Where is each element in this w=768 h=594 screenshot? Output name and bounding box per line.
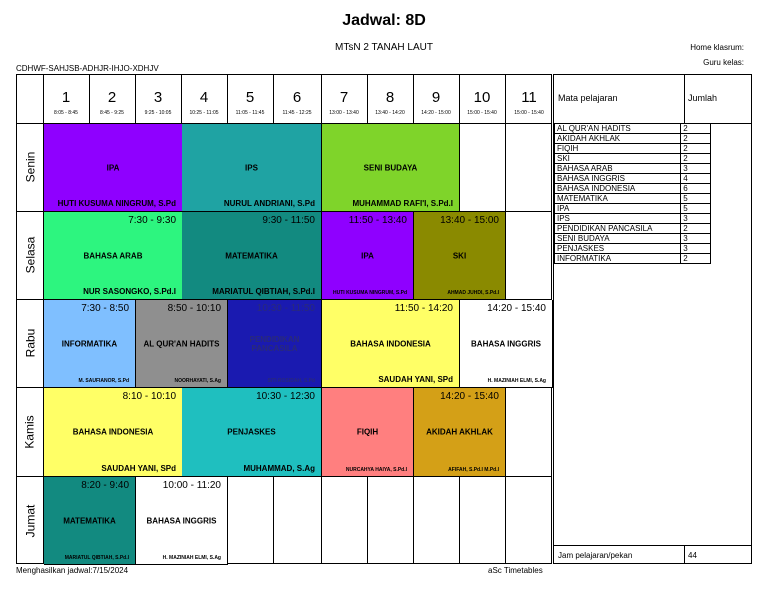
home-classroom-label: Home klasrum: bbox=[690, 43, 744, 52]
lesson-subject: PENDIDIKAN PANCASILA bbox=[249, 334, 300, 353]
summary-header-count: Jumlah bbox=[688, 93, 718, 103]
lesson-card-selasa-bahasa-arab[interactable] bbox=[44, 212, 183, 300]
lesson-card-selasa-matematika[interactable] bbox=[182, 212, 322, 300]
lesson-time: 7:30 - 8:50 bbox=[81, 303, 129, 314]
subject-count: 4 bbox=[681, 174, 711, 184]
lesson-subject: BAHASA INDONESIA bbox=[72, 427, 154, 437]
subject-count: 3 bbox=[681, 234, 711, 244]
generated-date: Menghasilkan jadwal:7/15/2024 bbox=[16, 566, 129, 575]
period-header-3: 3 9:25 - 10:05 bbox=[144, 89, 172, 116]
subject-count: 3 bbox=[681, 164, 711, 174]
subject-row bbox=[555, 244, 711, 254]
subject-name: SKI bbox=[555, 154, 681, 164]
weekly-total-label: Jam pelajaran/pekan bbox=[558, 551, 633, 560]
lesson-card-kamis-bahasa-indonesia[interactable] bbox=[44, 388, 183, 477]
lesson-subject: AL QUR'AN HADITS bbox=[143, 339, 220, 348]
lesson-subject: MATEMATIKA bbox=[63, 516, 116, 525]
lesson-time: 11:50 - 13:40 bbox=[348, 215, 407, 226]
subject-count: 6 bbox=[681, 184, 711, 194]
lesson-teacher: H. MAZINIAH ELMI, S.Ag bbox=[162, 555, 221, 561]
lesson-time: 10:00 - 11:20 bbox=[162, 480, 221, 491]
day-label-selasa: Selasa bbox=[23, 236, 38, 274]
summary-header-subject: Mata pelajaran bbox=[558, 93, 618, 103]
lesson-card-jumat-matematika[interactable] bbox=[44, 477, 136, 565]
lesson-time: 8:10 - 10:10 bbox=[122, 391, 176, 402]
subject-name: AL QUR'AN HADITS bbox=[555, 124, 681, 134]
subject-name: IPS bbox=[555, 214, 681, 224]
period-header-2: 2 8:45 - 9:25 bbox=[100, 89, 124, 116]
subject-name: IPA bbox=[555, 204, 681, 214]
subject-count: 2 bbox=[681, 144, 711, 154]
lesson-subject: FIQIH bbox=[356, 427, 379, 437]
page-title: Jadwal: 8D bbox=[342, 12, 426, 29]
subject-count: 2 bbox=[681, 224, 711, 234]
lesson-card-kamis-penjaskes[interactable] bbox=[182, 388, 322, 477]
subject-name: BAHASA INGGRIS bbox=[555, 174, 681, 184]
lesson-time: 7:30 - 9:30 bbox=[128, 215, 176, 226]
day-label-rabu: Rabu bbox=[23, 328, 37, 358]
period-header-7: 7 13:00 - 13:40 bbox=[329, 89, 359, 116]
subject-name: BAHASA INDONESIA bbox=[555, 184, 681, 194]
lesson-card-senin-ipa[interactable] bbox=[44, 124, 183, 212]
subject-count: 5 bbox=[681, 194, 711, 204]
subject-name: FIQIH bbox=[555, 144, 681, 154]
subject-count: 3 bbox=[681, 214, 711, 224]
subject-row bbox=[555, 134, 711, 144]
lesson-card-rabu-quran-hadits[interactable] bbox=[136, 300, 228, 388]
lesson-subject: PENJASKES bbox=[227, 427, 276, 437]
lesson-card-kamis-fiqih[interactable] bbox=[322, 388, 414, 477]
subject-name: AKIDAH AKHLAK bbox=[555, 134, 681, 144]
period-header-6: 6 11:45 - 12:25 bbox=[282, 89, 312, 116]
lesson-time: 14:20 - 15:40 bbox=[487, 303, 546, 314]
subject-row bbox=[555, 184, 711, 194]
lesson-subject: BAHASA INDONESIA bbox=[350, 339, 431, 348]
subject-count: 2 bbox=[681, 134, 711, 144]
lesson-subject: BAHASA INGGRIS bbox=[471, 339, 541, 348]
subject-count: 2 bbox=[681, 254, 711, 264]
period-header-4: 4 10:25 - 11:05 bbox=[189, 89, 219, 116]
lesson-teacher: NOORHAYATI, S.Ag bbox=[174, 378, 221, 384]
subject-hours-table bbox=[554, 123, 711, 264]
software-brand: aSc Timetables bbox=[488, 566, 543, 575]
lesson-teacher: SAUDAH YANI, SPd bbox=[378, 375, 453, 384]
weekly-total-value: 44 bbox=[688, 551, 697, 560]
subject-row bbox=[555, 124, 711, 134]
subject-count: 5 bbox=[681, 204, 711, 214]
lesson-teacher: SITI ROSIDAH, S.Pd bbox=[267, 378, 315, 384]
subject-name: INFORMATIKA bbox=[555, 254, 681, 264]
period-header-1: 1 8:05 - 8:45 bbox=[54, 89, 78, 116]
lesson-time: 8:50 - 10:10 bbox=[167, 303, 221, 314]
lesson-teacher: MUHAMMAD RAFI'I, S.Pd.I bbox=[352, 199, 453, 208]
subject-row bbox=[555, 214, 711, 224]
lesson-teacher: NURUL ANDRIANI, S.Pd bbox=[223, 199, 315, 208]
lesson-teacher: NURCAHYA HAIYA, S.Pd.I bbox=[345, 467, 407, 473]
lesson-card-selasa-ipa[interactable] bbox=[322, 212, 414, 300]
lesson-subject: IPA bbox=[361, 251, 374, 260]
period-header-5: 5 11:05 - 11:45 bbox=[235, 89, 265, 116]
lesson-teacher: AHMAD JUHDI, S.Pd.I bbox=[447, 290, 499, 296]
lesson-time: 14:20 - 15:40 bbox=[440, 391, 499, 402]
subject-name: PENJASKES bbox=[555, 244, 681, 254]
subject-count: 2 bbox=[681, 154, 711, 164]
subject-row bbox=[555, 194, 711, 204]
subject-row bbox=[555, 234, 711, 244]
subject-row bbox=[555, 144, 711, 154]
lesson-subject: INFORMATIKA bbox=[61, 339, 118, 348]
subject-name: PENDIDIKAN PANCASILA bbox=[555, 224, 681, 234]
lesson-time: 8:20 - 9:40 bbox=[81, 480, 129, 491]
lesson-subject: SENI BUDAYA bbox=[363, 163, 418, 172]
lesson-time: 11:50 - 14:20 bbox=[394, 303, 453, 314]
subject-count: 2 bbox=[681, 124, 711, 134]
subject-row bbox=[555, 204, 711, 214]
lesson-subject: IPS bbox=[245, 163, 258, 172]
subject-name: MATEMATIKA bbox=[555, 194, 681, 204]
lesson-subject: IPA bbox=[106, 163, 120, 172]
subject-name: SENI BUDAYA bbox=[555, 234, 681, 244]
lesson-card-kamis-akidah-akhlak[interactable] bbox=[414, 388, 506, 477]
lesson-teacher: MUHAMMAD, S.Ag bbox=[243, 464, 315, 473]
period-header-8: 8 13:40 - 14:20 bbox=[375, 89, 405, 116]
lesson-time: 13:40 - 15:00 bbox=[440, 215, 499, 226]
lesson-teacher: M. SAUFIANOR, S.Pd bbox=[78, 378, 129, 384]
subject-row bbox=[555, 154, 711, 164]
lesson-teacher: H. MAZINIAH ELMI, S.Ag bbox=[487, 378, 546, 384]
schedule-code: CDHWF-SAHJSB-ADHJR-IHJO-XDHJV bbox=[16, 64, 159, 73]
lesson-card-selasa-ski[interactable] bbox=[414, 212, 506, 300]
lesson-subject: MATEMATIKA bbox=[225, 251, 278, 260]
subject-row bbox=[555, 164, 711, 174]
lesson-card-jumat-bahasa-inggris[interactable] bbox=[136, 477, 228, 565]
subject-summary-panel bbox=[553, 74, 752, 564]
lesson-teacher: AFIFAH, S.Pd.I M.Pd.I bbox=[448, 467, 499, 473]
timetable-grid bbox=[16, 74, 552, 564]
lesson-teacher: HUTI KUSUMA NINGRUM, S.Pd bbox=[57, 199, 176, 208]
lesson-subject: BAHASA ARAB bbox=[83, 251, 143, 260]
day-label-jumat: Jumat bbox=[23, 504, 37, 537]
school-name: MTsN 2 TANAH LAUT bbox=[335, 42, 433, 53]
lesson-teacher: MARIATUL QIBTIAH, S.Pd.I bbox=[212, 287, 315, 296]
subject-count: 3 bbox=[681, 244, 711, 254]
lesson-teacher: SAUDAH YANI, SPd bbox=[101, 464, 176, 473]
lesson-subject: SKI bbox=[452, 251, 467, 260]
subject-name: BAHASA ARAB bbox=[555, 164, 681, 174]
lesson-card-rabu-pendidikan-pancasila[interactable] bbox=[228, 300, 322, 388]
lesson-teacher: MARIATUL QIBTIAH, S.Pd.I bbox=[64, 555, 129, 561]
subject-row bbox=[555, 254, 711, 264]
period-header-10: 10 15:00 - 15:40 bbox=[467, 89, 497, 116]
lesson-time: 9:30 - 11:50 bbox=[262, 215, 315, 226]
day-label-kamis: Kamis bbox=[23, 414, 37, 449]
lesson-teacher: HUTI KUSUMA NINGRUM, S.Pd bbox=[333, 290, 407, 296]
period-header-11: 11 15:00 - 15:40 bbox=[514, 89, 544, 116]
weekly-total-row bbox=[554, 545, 751, 563]
lesson-card-rabu-informatika[interactable] bbox=[44, 300, 136, 388]
lesson-teacher: NUR SASONGKO, S.Pd.I bbox=[83, 287, 176, 296]
lesson-time: 10:30 - 11:50 bbox=[256, 303, 315, 314]
lesson-card-rabu-bahasa-indonesia[interactable] bbox=[322, 300, 460, 388]
lesson-card-senin-seni-budaya[interactable] bbox=[322, 124, 460, 212]
day-label-senin: Senin bbox=[23, 151, 38, 183]
lesson-subject: AKIDAH AKHLAK bbox=[426, 427, 493, 437]
period-header-9: 9 14:20 - 15:00 bbox=[421, 89, 451, 116]
lesson-card-rabu-bahasa-inggris[interactable] bbox=[460, 300, 553, 388]
subject-row bbox=[555, 174, 711, 184]
lesson-subject: BAHASA INGGRIS bbox=[146, 516, 217, 525]
lesson-time: 10:30 - 12:30 bbox=[256, 391, 315, 402]
lesson-card-senin-ips[interactable] bbox=[182, 124, 322, 212]
homeroom-teacher-label: Guru kelas: bbox=[703, 58, 744, 67]
subject-row bbox=[555, 224, 711, 234]
